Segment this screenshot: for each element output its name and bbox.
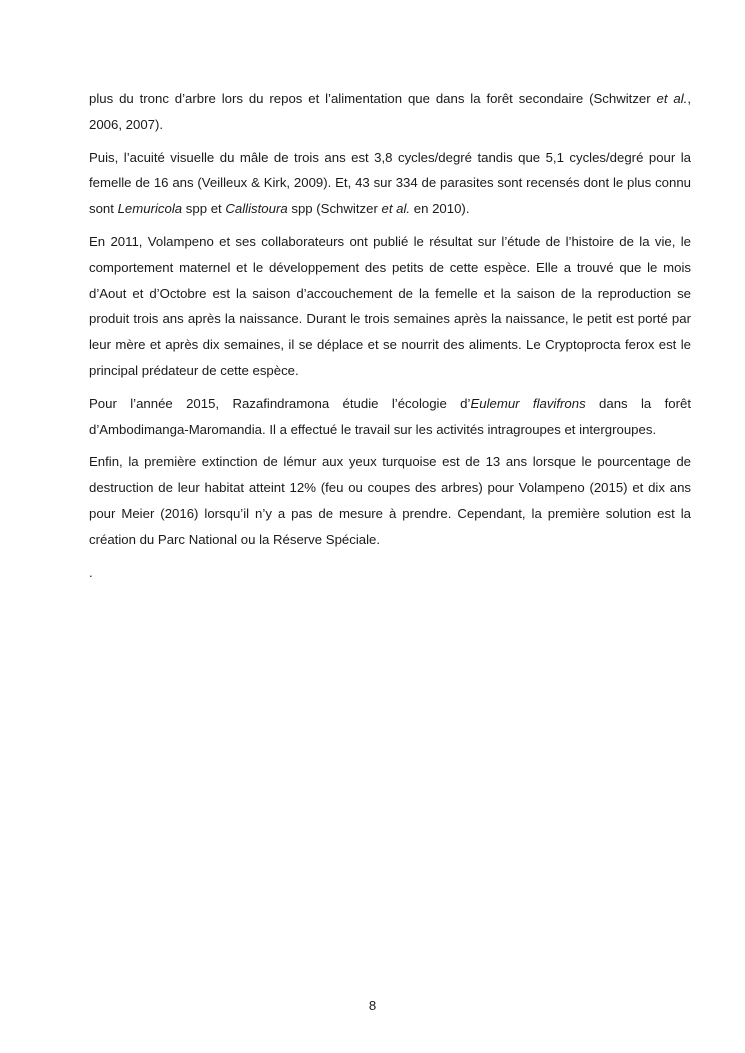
page-number: 8 xyxy=(368,998,377,1013)
text-segment: Puis, l’acuité visuelle du mâle de trois ans est 3,8 cycles/degré tandis que 5,1 cycles/degré pour la femelle de 16 ans (Veilleux & Kirk, 2009). Et, 43 sur 334 de parasites sont recensés dont le plus connu sont xyxy=(89,149,691,217)
text-segment: spp (Schwitzer xyxy=(287,201,382,217)
italic-segment: et al. xyxy=(381,201,411,217)
text-segment: En 2011, Volampeno et ses collaborateurs ont publié le résultat sur l’étude de l’histoire de la vie, le comportement maternel et le développement des petits de cette espèce. Elle a trouvé que le mois d’Aout et d’Octobre est la saison d’accouchement de la femelle et la saison de la reproduction se produit trois ans après la naissance. Durant le trois semaines après la naissance, le petit est porté par leur mère et après dix semaines, il se déplace et se nourrit des aliments. Le Cryptoprocta ferox est le principal prédateur de cette espèce. xyxy=(89,233,691,378)
text-segment: spp et xyxy=(182,201,226,217)
text-segment: Enfin, la première extinction de lémur aux yeux turquoise est de 13 ans lorsque le pourcentage de destruction de leur habitat atteint 12% (feu ou coupes des arbres) pour Volampeno (2015) et dix ans pour Meier (2016) lorsqu’il n’y a pas de mesure à prendre. Cependant, la première solution est la création du Parc National ou la Réserve Spéciale. xyxy=(89,454,691,547)
text-segment: Pour l’année 2015, Razafindramona étudie l’écologie d’ xyxy=(89,395,471,411)
text-segment: plus du tronc d’arbre lors du repos et l’alimentation que dans la forêt secondaire (Schwitzer xyxy=(89,91,657,106)
paragraph-5 xyxy=(89,449,691,552)
paragraph-4 xyxy=(89,391,691,443)
paragraph-2 xyxy=(89,145,691,222)
paragraph-3 xyxy=(89,229,691,384)
text-segment: en 2010). xyxy=(410,201,470,217)
document-body xyxy=(89,86,691,585)
italic-segment: Callistoura xyxy=(225,201,288,217)
paragraph-1 xyxy=(89,86,691,138)
text-segment: dans la forêt d’Ambodimanga-Maromandia. Il a effectué le travail sur les activités intragroupes et intergroupes. xyxy=(89,395,691,437)
italic-segment: Lemuricola xyxy=(117,201,183,217)
italic-segment: Eulemur flavifrons xyxy=(470,395,586,411)
text-segment: , 2006, 2007). xyxy=(89,91,691,132)
italic-segment: et al. xyxy=(656,91,688,106)
trailing-mark: . xyxy=(89,564,93,580)
